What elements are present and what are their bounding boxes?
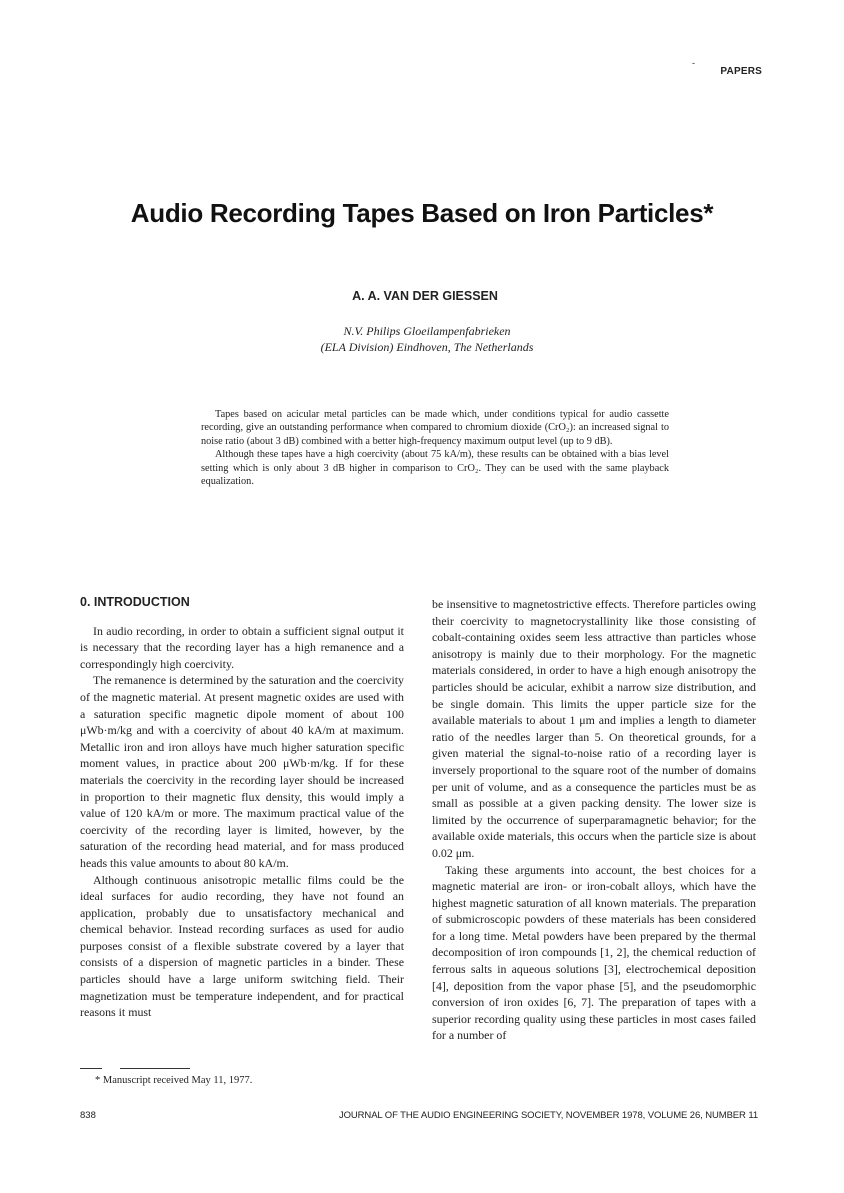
page-number: 838 — [80, 1110, 96, 1121]
paper-title: Audio Recording Tapes Based on Iron Particles* — [130, 198, 714, 228]
section-heading: 0. INTRODUCTION — [80, 595, 190, 609]
affiliation-line-2: (ELA Division) Eindhoven, The Netherlands — [320, 340, 534, 354]
footnote: * Manuscript received May 11, 1977. — [95, 1075, 253, 1086]
journal-citation: JOURNAL OF THE AUDIO ENGINEERING SOCIETY, NOVEMBER 1978, VOLUME 26, NUMBER 11 — [338, 1110, 758, 1121]
section-label: PAPERS — [720, 66, 762, 77]
abstract-paragraph: Tapes based on acicular metal particles can be made which, under conditions typical for audio cassette recording, give an outstanding performance when compared to chromium dioxide (CrO₂): an increased signal to noise ratio (about 3 dB) combined with a better high-frequency maximum output level (up to 9 dB). — [201, 409, 669, 447]
left-column — [80, 594, 404, 1021]
body-paragraph: be insensitive to magnetostrictive effects. Therefore particles owing their coercivity to magnetocrystallinity like those consisting of cobalt-containing oxides seem less attractive than particles whose anisotropy is mainly due to their morphology. For the magnetic materials considered, in order to have a high enough anisotropy the particles should be acicular, exhibit a narrow size distribution, and be single domain. This limits the upper particle size for the available materials to about 1 μm and implies a length to diameter ratio of the needles larger than 5. On theoretical grounds, for a given material the signal-to-noise ratio of a recording layer is inversely proportional to the square root of the number of domains per unit of volume, and as a consequence the particles must be as small as possible at a given packing density. The lower size is limited by the occurrence of superparamagnetic behavior; for the available oxide materials, this occurs when the particle size is about 0.02 μm. — [432, 597, 756, 860]
author-name: A. A. VAN DER GIESSEN — [352, 289, 498, 303]
body-paragraph: Although continuous anisotropic metallic films could be the ideal surfaces for audio recording, they have not found an application, probably due to unsatisfactory mechanical and chemical behavior. Instead recording surfaces as used for audio purposes consist of a flexible substrate covered by a layer that consists of a dispersion of magnetic particles in a binder. These particles should have a large uniform switching field. Their magnetization must be temperature independent, and for practical reasons it must — [80, 872, 404, 1020]
right-column — [432, 596, 756, 1044]
body-paragraph: Taking these arguments into account, the best choices for a magnetic material are iron- or iron-cobalt alloys, which have the highest magnetic saturation of all known materials. The preparation of submicroscopic powders of these materials has been considered for a long time. Metal powders have been prepared by the thermal decomposition of iron compounds [1, 2], the chemical reduction of ferrous salts in aqueous solutions [3], electrochemical deposition [4], deposition from the vapor phase [5], and the pseudomorphic conversion of iron oxides [6, 7]. The preparation of tapes with a superior recording quality using these particles in most cases failed for a number of — [432, 862, 756, 1043]
abstract-paragraph: Although these tapes have a high coercivity (about 75 kA/m), these results can be obtained with a bias level setting which is only about 3 dB higher in comparison to CrO₂. They can be used with the same playback equalization. — [201, 449, 669, 488]
affiliation-line-1: N.V. Philips Gloeilampenfabrieken — [343, 324, 511, 338]
body-paragraph: In audio recording, in order to obtain a sufficient signal output it is necessary that the recording layer has a high remanence and a correspondingly high coercivity. — [80, 623, 404, 671]
body-paragraph: The remanence is determined by the saturation and the coercivity of the magnetic material. At present magnetic oxides are used with a saturation specific magnetic dipole moment of about 100 μWb·m/kg and with a coercivity of about 40 kA/m at maximum. Metallic iron and iron alloys have much higher saturation specific moment values, in practice about 200 μWb·m/kg. If for these materials the coercivity in the recording layer should be increased in proportion to their magnetic flux density, this would imply a value of 120 kA/m or more. The maximum practical value of the coercivity of the recording layer is limited, however, by the saturation of the recording head material, and for mass produced heads this value amounts to about 80 kA/m. — [80, 673, 404, 870]
header-mark: - — [692, 58, 695, 68]
abstract — [201, 408, 669, 488]
author-affiliation — [0, 323, 844, 355]
